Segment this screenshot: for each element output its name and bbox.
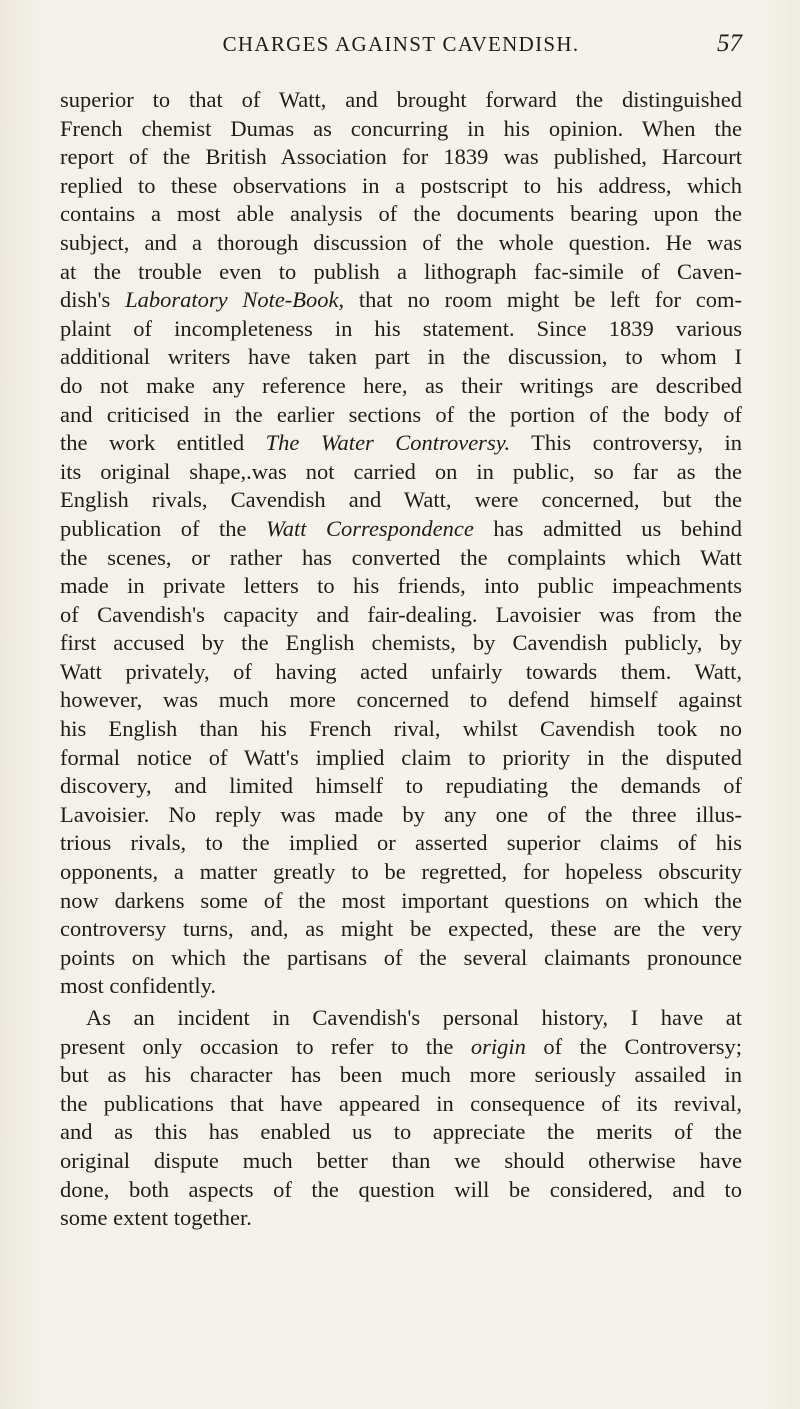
text-run: first accused by the English chemists, by Cavendish publicly, by (60, 630, 742, 656)
text-run: This controversy, in (510, 430, 742, 456)
text-run: original dispute much better than we should otherwise have (60, 1147, 742, 1173)
text-line (60, 1204, 742, 1233)
text-line (60, 944, 742, 973)
italic-title: origin (470, 1033, 526, 1059)
text-run: contains a most able analysis of the documents bearing upon the (60, 201, 742, 227)
text-run: made in private letters to his friends, into public impeachments (60, 573, 742, 599)
text-run: that no room might be left for com- (344, 287, 743, 313)
text-run: replied to these observations in a postscript to his address, which (60, 172, 742, 198)
text-run: and criticised in the earlier sections of the portion of the body of (60, 401, 742, 427)
text-line (60, 115, 742, 144)
text-line (60, 829, 742, 858)
text-run: most confidently. (60, 973, 217, 999)
text-line (60, 572, 742, 601)
text-line (60, 458, 742, 487)
text-line (60, 1090, 742, 1119)
text-run: and as this has enabled us to appreciate the merits of the (60, 1119, 742, 1145)
text-run: controversy turns, and, as might be expected, these are the very (60, 916, 742, 942)
text-line (60, 887, 742, 916)
text-run: done, both aspects of the question will be considered, and to (60, 1176, 742, 1202)
text-run: some extent together. (60, 1205, 252, 1231)
text-run: Lavoisier. No reply was made by any one of the three illus- (60, 801, 742, 827)
text-line (60, 372, 742, 401)
text-line (60, 315, 742, 344)
text-run: of Cavendish's capacity and fair-dealing. Lavoisier was from the (60, 601, 742, 627)
text-run: English rivals, Cavendish and Watt, were concerned, but the (60, 487, 742, 513)
text-line (60, 343, 742, 372)
text-line (60, 1147, 742, 1176)
text-run: French chemist Dumas as concurring in his opinion. When the (60, 115, 742, 141)
text-run: his English than his French rival, whilst Cavendish took no (60, 716, 742, 742)
text-run: opponents, a matter greatly to be regretted, for hopeless obscurity (60, 859, 742, 885)
text-run: Watt privately, of having acted unfairly towards them. Watt, (60, 658, 742, 684)
text-run: As an incident in Cavendish's personal history, I have at (86, 1005, 742, 1030)
paragraph (60, 1004, 742, 1233)
text-line (60, 686, 742, 715)
text-line (60, 1176, 742, 1205)
body-text (60, 86, 742, 1233)
text-line (60, 858, 742, 887)
text-line (60, 486, 742, 515)
text-line (60, 801, 742, 830)
text-run: the publications that have appeared in consequence of its revival, (60, 1090, 742, 1116)
text-line (60, 1118, 742, 1147)
text-line (60, 629, 742, 658)
text-run: however, was much more concerned to defend himself against (60, 687, 742, 713)
text-run: additional writers have taken part in the discussion, to whom I (60, 344, 742, 370)
text-run: superior to that of Watt, and brought forward the distinguished (60, 87, 742, 112)
page-number: 57 (717, 30, 742, 57)
text-line (60, 286, 742, 315)
text-run: report of the British Association for 1839 was published, Harcourt (60, 144, 742, 170)
text-line (60, 86, 742, 115)
text-line (60, 172, 742, 201)
text-line (60, 1004, 742, 1033)
text-run: has admitted us behind (473, 515, 742, 541)
text-line (60, 772, 742, 801)
text-run: dish's (60, 287, 126, 313)
text-run: of the Controversy; (525, 1033, 742, 1059)
text-line (60, 1033, 742, 1062)
running-title: CHARGES AGAINST CAVENDISH. (222, 32, 580, 56)
text-run: formal notice of Watt's implied claim to priority in the disputed (60, 744, 742, 770)
text-line (60, 515, 742, 544)
paragraph (60, 86, 742, 1001)
text-run: at the trouble even to publish a lithograph fac-simile of Caven- (60, 258, 742, 284)
text-line (60, 972, 742, 1001)
text-run: points on which the partisans of the several claimants pronounce (60, 944, 742, 970)
text-run: the work entitled (60, 430, 266, 456)
text-line (60, 601, 742, 630)
text-run: the scenes, or rather has converted the complaints which Watt (60, 544, 742, 570)
text-run: publication of the (60, 515, 267, 541)
text-line (60, 401, 742, 430)
text-line (60, 200, 742, 229)
text-run: but as his character has been much more seriously assailed in (60, 1062, 742, 1088)
text-line (60, 143, 742, 172)
text-line (60, 915, 742, 944)
text-line (60, 258, 742, 287)
text-run: present only occasion to refer to the (60, 1033, 471, 1059)
text-line (60, 715, 742, 744)
italic-title: The Water Controversy. (265, 430, 511, 456)
text-run: its original shape,.was not carried on in public, so far as the (60, 458, 742, 484)
text-line (60, 429, 742, 458)
text-run: now darkens some of the most important questions on which the (60, 887, 742, 913)
text-run: trious rivals, to the implied or asserted superior claims of his (60, 830, 742, 856)
italic-title: Watt Correspondence (266, 515, 474, 541)
text-line (60, 744, 742, 773)
text-line (60, 544, 742, 573)
text-run: subject, and a thorough discussion of the whole question. He was (60, 229, 742, 255)
text-run: do not make any reference here, as their writings are described (60, 372, 742, 398)
italic-title: Laboratory Note-Book, (125, 287, 345, 313)
text-line (60, 1061, 742, 1090)
text-run: plaint of incompleteness in his statement. Since 1839 various (60, 315, 742, 341)
text-line (60, 658, 742, 687)
text-run: discovery, and limited himself to repudiating the demands of (60, 773, 742, 799)
text-line (60, 229, 742, 258)
running-head (60, 32, 742, 72)
